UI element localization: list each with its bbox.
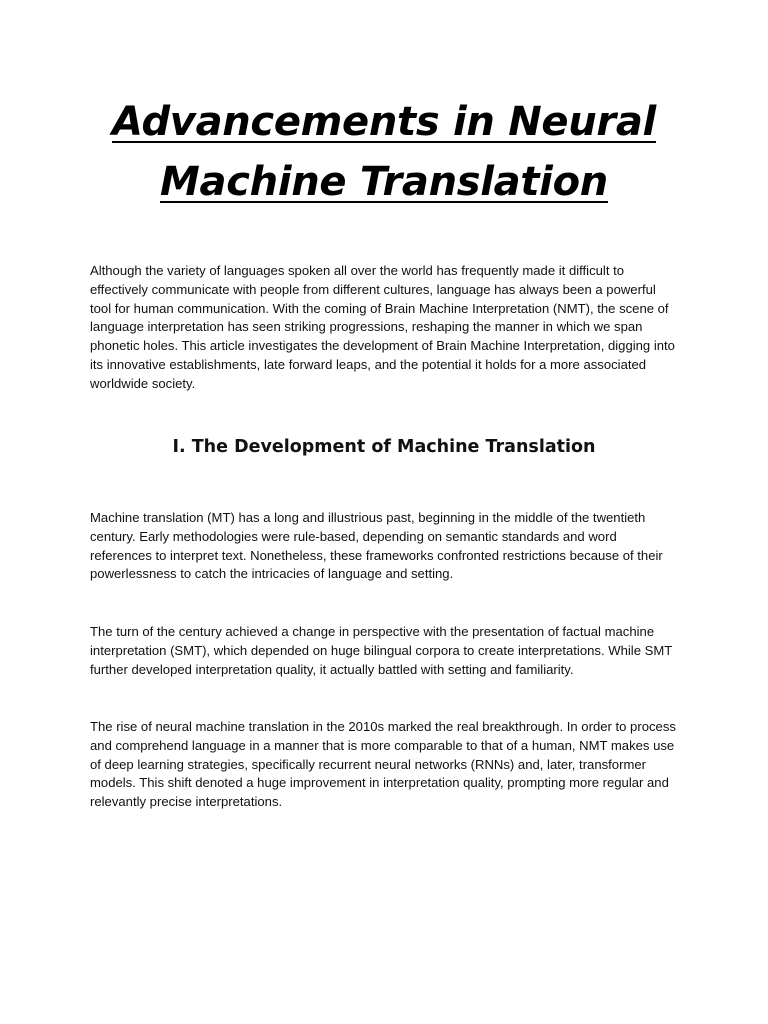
section-paragraph-1: Machine translation (MT) has a long and illustrious past, beginning in the middle of the twentieth century. Early methodologies were rule-based, depending on semantic standards and word references to interpret text. Nonetheless, these frameworks confronted restrictions because of their powerlessness to catch the intricacies of language and setting. <box>90 510 663 582</box>
section-heading: I. The Development of Machine Translation <box>172 437 596 457</box>
section-paragraph-2: The turn of the century achieved a change in perspective with the presentation of factual machine interpretation (SMT), which depended on huge bilingual corpora to create interpretations. While SMT further developed interpretation quality, it actually battled with setting and familiarity. <box>90 624 673 677</box>
intro-paragraph: Although the variety of languages spoken all over the world has frequently made it difficult to effectively communicate with people from different cultures, language has always been a powerful tool for human communication. With the coming of Brain Machine Interpretation (NMT), the scene of language interpretation has seen striking progressions, reshaping the manner in which we span phonetic holes. This article investigates the development of Brain Machine Interpretation, digging into its innovative establishments, late forward leaps, and the potential it holds for a more associated worldwide society. <box>90 263 675 391</box>
document-title <box>60 92 708 212</box>
section-paragraph-3: The rise of neural machine translation in the 2010s marked the real breakthrough. In order to process and comprehend language in a manner that is more comparable to that of a human, NMT makes use of deep learning strategies, specifically recurrent neural networks (RNNs) and, later, transformer models. This shift denoted a huge improvement in interpretation quality, prompting more regular and relevantly precise interpretations. <box>90 719 676 810</box>
title-line-1: Advancements in Neural <box>112 99 656 145</box>
title-line-2: Machine Translation <box>160 159 608 205</box>
